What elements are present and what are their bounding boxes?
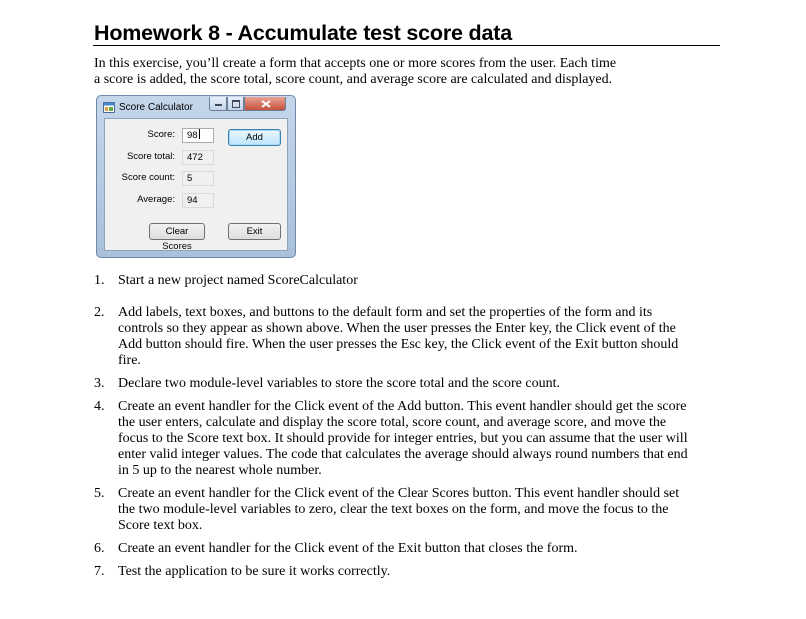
- score-total-label: Score total:: [126, 151, 175, 162]
- step-number: 6.: [94, 541, 105, 556]
- step-line: Add labels, text boxes, and buttons to the default form and set the properties of the form and its: [118, 305, 653, 320]
- step-line: controls so they appear as shown above. When the user presses the Enter key, the Click event of the: [118, 321, 676, 336]
- exit-button[interactable]: Exit: [228, 223, 281, 240]
- close-icon[interactable]: [244, 97, 286, 111]
- window-title: Score Calculator: [119, 102, 193, 113]
- clear-scores-button[interactable]: Clear Scores: [149, 223, 205, 240]
- step-item: [94, 486, 724, 534]
- step-item: [94, 305, 724, 369]
- step-line: Declare two module-level variables to store the score total and the score count.: [118, 376, 560, 391]
- intro-line: In this exercise, you’ll create a form that accepts one or more scores from the user. Each time: [94, 56, 617, 71]
- step-line: enter valid integer values. The code that calculates the average should always round numbers that end: [118, 447, 688, 462]
- intro-line: a score is added, the score total, score count, and average score are calculated and displayed.: [94, 72, 613, 87]
- title-underline: [93, 45, 720, 46]
- step-number: 4.: [94, 399, 105, 414]
- step-item: [94, 273, 724, 289]
- add-button[interactable]: Add: [228, 129, 281, 146]
- form-client-area: [104, 118, 288, 251]
- maximize-icon[interactable]: [227, 97, 244, 111]
- step-item: [94, 399, 724, 479]
- step-line: Test the application to be sure it works correctly.: [118, 564, 391, 579]
- step-line: Create an event handler for the Click event of the Clear Scores button. This event handler should set: [118, 486, 680, 501]
- step-line: focus to the Score text box. It should provide for integer entries, but you can assume that the user will: [118, 431, 688, 446]
- score-calculator-window: [96, 95, 296, 258]
- step-line: Add button should fire. When the user presses the Esc key, the Click event of the Exit button should: [118, 337, 679, 352]
- step-number: 7.: [94, 564, 105, 579]
- step-line: Score text box.: [118, 518, 203, 533]
- document-title: Homework 8 - Accumulate test score data: [94, 21, 512, 45]
- step-number: 5.: [94, 486, 105, 501]
- score-value: 98: [187, 130, 198, 141]
- step-item: [94, 376, 724, 392]
- score-total-box: 472: [182, 150, 214, 165]
- step-line: Start a new project named ScoreCalculator: [118, 273, 358, 288]
- instruction-steps: [94, 273, 724, 580]
- minimize-icon[interactable]: [209, 97, 227, 111]
- form-icon: [103, 102, 115, 113]
- step-line: Create an event handler for the Click event of the Exit button that closes the form.: [118, 541, 578, 556]
- step-line: Create an event handler for the Click event of the Add button. This event handler should get the score: [118, 399, 687, 414]
- step-item: [94, 541, 724, 557]
- step-number: 1.: [94, 273, 105, 288]
- score-label: Score:: [147, 129, 175, 140]
- intro-paragraph: [94, 56, 714, 88]
- score-count-box: 5: [182, 171, 214, 186]
- step-line: the two module-level variables to zero, clear the text boxes on the form, and move the focus to the: [118, 502, 669, 517]
- step-line: fire.: [118, 353, 141, 368]
- text-caret: [199, 129, 200, 139]
- average-label: Average:: [137, 194, 175, 205]
- step-item: [94, 564, 724, 580]
- score-count-label: Score count:: [121, 172, 175, 183]
- step-line: the user enters, calculate and display the score total, score count, and average score, and move the: [118, 415, 667, 430]
- step-line: in 5 up to the nearest whole number.: [118, 463, 322, 478]
- score-input[interactable]: [182, 128, 214, 143]
- step-number: 3.: [94, 376, 105, 391]
- step-number: 2.: [94, 305, 105, 320]
- average-box: 94: [182, 193, 214, 208]
